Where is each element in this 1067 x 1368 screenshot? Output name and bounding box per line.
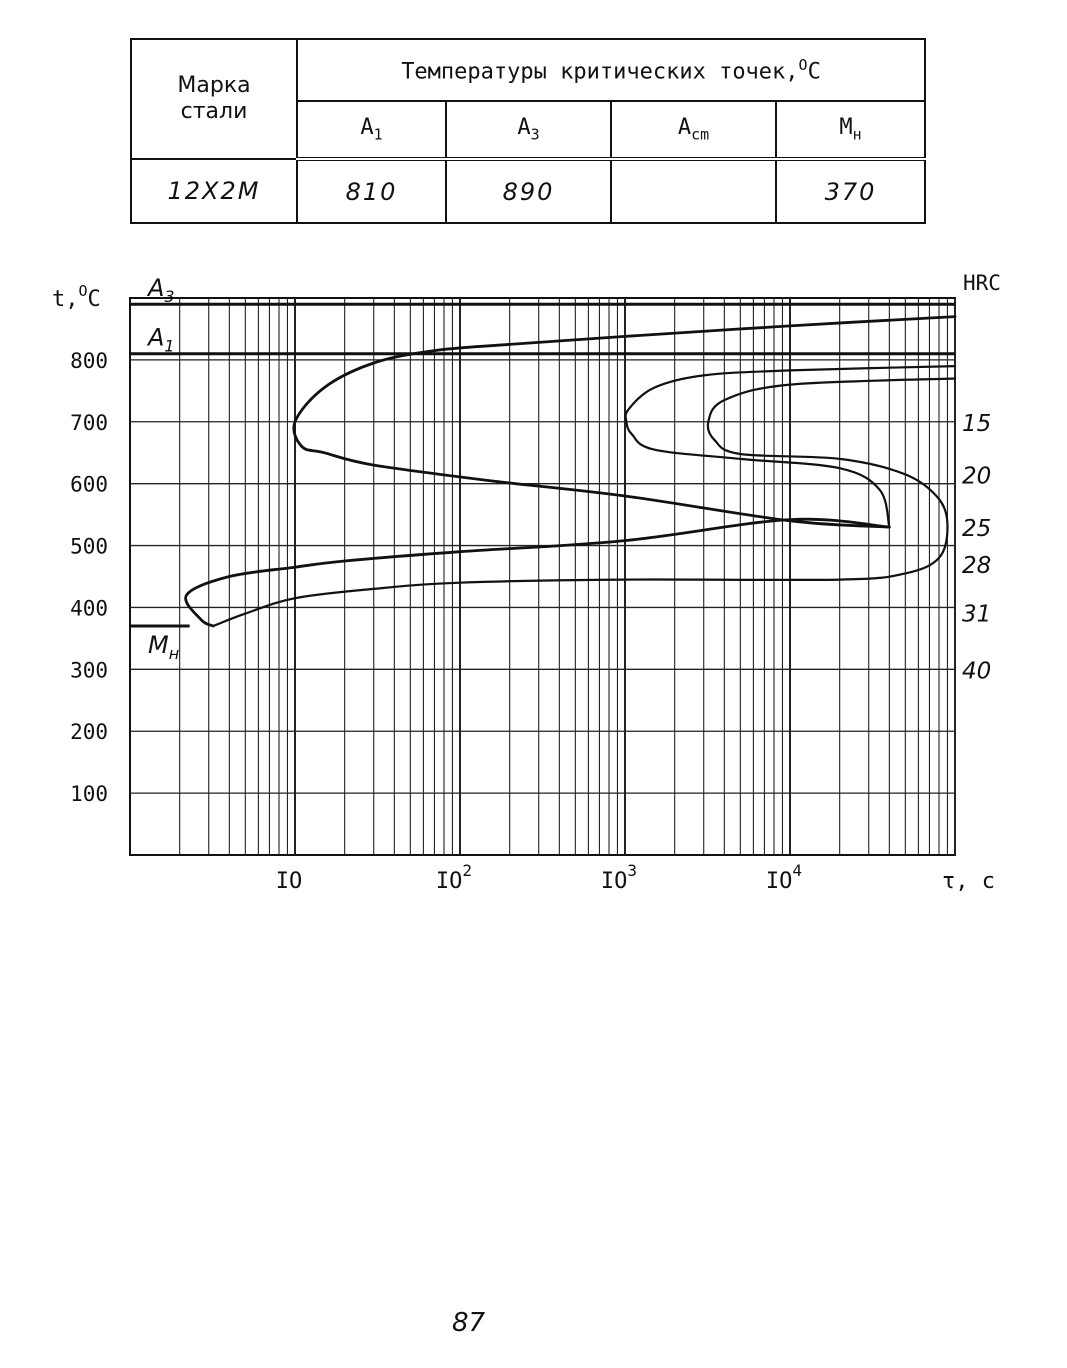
col-a1-sub: 1	[373, 125, 383, 144]
critical-label-0: $A_3$	[148, 274, 175, 307]
col-a1-main: A	[360, 115, 374, 141]
x-tick-exponent: 3	[627, 861, 638, 880]
y-tick-label: 800	[70, 348, 108, 373]
col-a3-main: A	[517, 115, 531, 141]
chart-labels	[52, 271, 1001, 894]
temps-header-degree: O	[798, 55, 808, 74]
critical-label-2: $M_н$	[148, 631, 180, 664]
temps-header-text: Температуры критических точек,	[401, 59, 799, 85]
cell-mn: 370	[776, 159, 925, 223]
curve-bainite-outer	[213, 379, 955, 627]
col-a1-header	[297, 101, 446, 159]
critical-label-1: $A_1$	[148, 323, 175, 356]
temps-header	[297, 39, 925, 101]
critical-label-sub: 1	[164, 336, 175, 356]
x-tick-exponent: 2	[462, 861, 473, 880]
y-tick-label: 500	[70, 534, 108, 559]
y-tick-label: 400	[70, 596, 108, 621]
cell-a1: 810	[297, 159, 446, 223]
x-tick-label: $IO^3$	[600, 861, 638, 894]
col-mn-sub: н	[852, 125, 862, 144]
y-axis-unit: C	[87, 287, 101, 312]
hrc-value-label: 28	[962, 553, 992, 580]
x-tick-label: IO	[275, 869, 303, 894]
col-a3-header	[446, 101, 611, 159]
col-acm-main: A	[677, 115, 692, 141]
col-acm-sub: cm	[691, 125, 710, 144]
page-number: 87	[452, 1308, 486, 1338]
y-tick-label: 200	[70, 720, 108, 745]
y-tick-label: 100	[70, 782, 108, 807]
ttt-diagram	[0, 260, 1067, 920]
col-a3-sub: 3	[530, 125, 540, 144]
hrc-value-label: 20	[962, 463, 992, 490]
y-axis-degree: O	[78, 282, 88, 300]
critical-label-sub: 3	[164, 287, 175, 307]
x-tick-label: $IO^2$	[435, 861, 473, 894]
cell-a3: 890	[446, 159, 611, 223]
temps-header-unit: C	[807, 59, 821, 85]
col-acm-header	[611, 101, 776, 159]
grade-header	[131, 39, 297, 159]
cell-acm	[611, 159, 776, 223]
col-mn-header	[776, 101, 925, 159]
critical-points-table	[130, 38, 926, 224]
grade-header-line2: стали	[180, 99, 248, 124]
x-tick-label: $IO^4$	[765, 861, 803, 894]
hrc-value-label: 15	[962, 410, 992, 437]
critical-label-sub: н	[168, 644, 180, 664]
y-tick-label: 700	[70, 410, 108, 435]
hrc-value-label: 25	[962, 515, 992, 542]
hrc-value-label: 31	[962, 601, 992, 628]
hrc-value-label: 40	[962, 658, 992, 685]
col-mn-main: M	[839, 115, 853, 141]
x-axis-label: τ, с	[942, 869, 995, 894]
y-axis-label: t,$^O$C	[52, 282, 101, 312]
curve-end-outer	[186, 519, 890, 626]
hrc-axis-label: HRC	[963, 271, 1001, 295]
y-tick-label: 600	[70, 472, 108, 497]
y-tick-label: 300	[70, 658, 108, 683]
cell-grade: 12Х2М	[131, 159, 297, 223]
grade-header-line1: Марка	[177, 73, 251, 98]
x-tick-exponent: 4	[792, 861, 803, 880]
